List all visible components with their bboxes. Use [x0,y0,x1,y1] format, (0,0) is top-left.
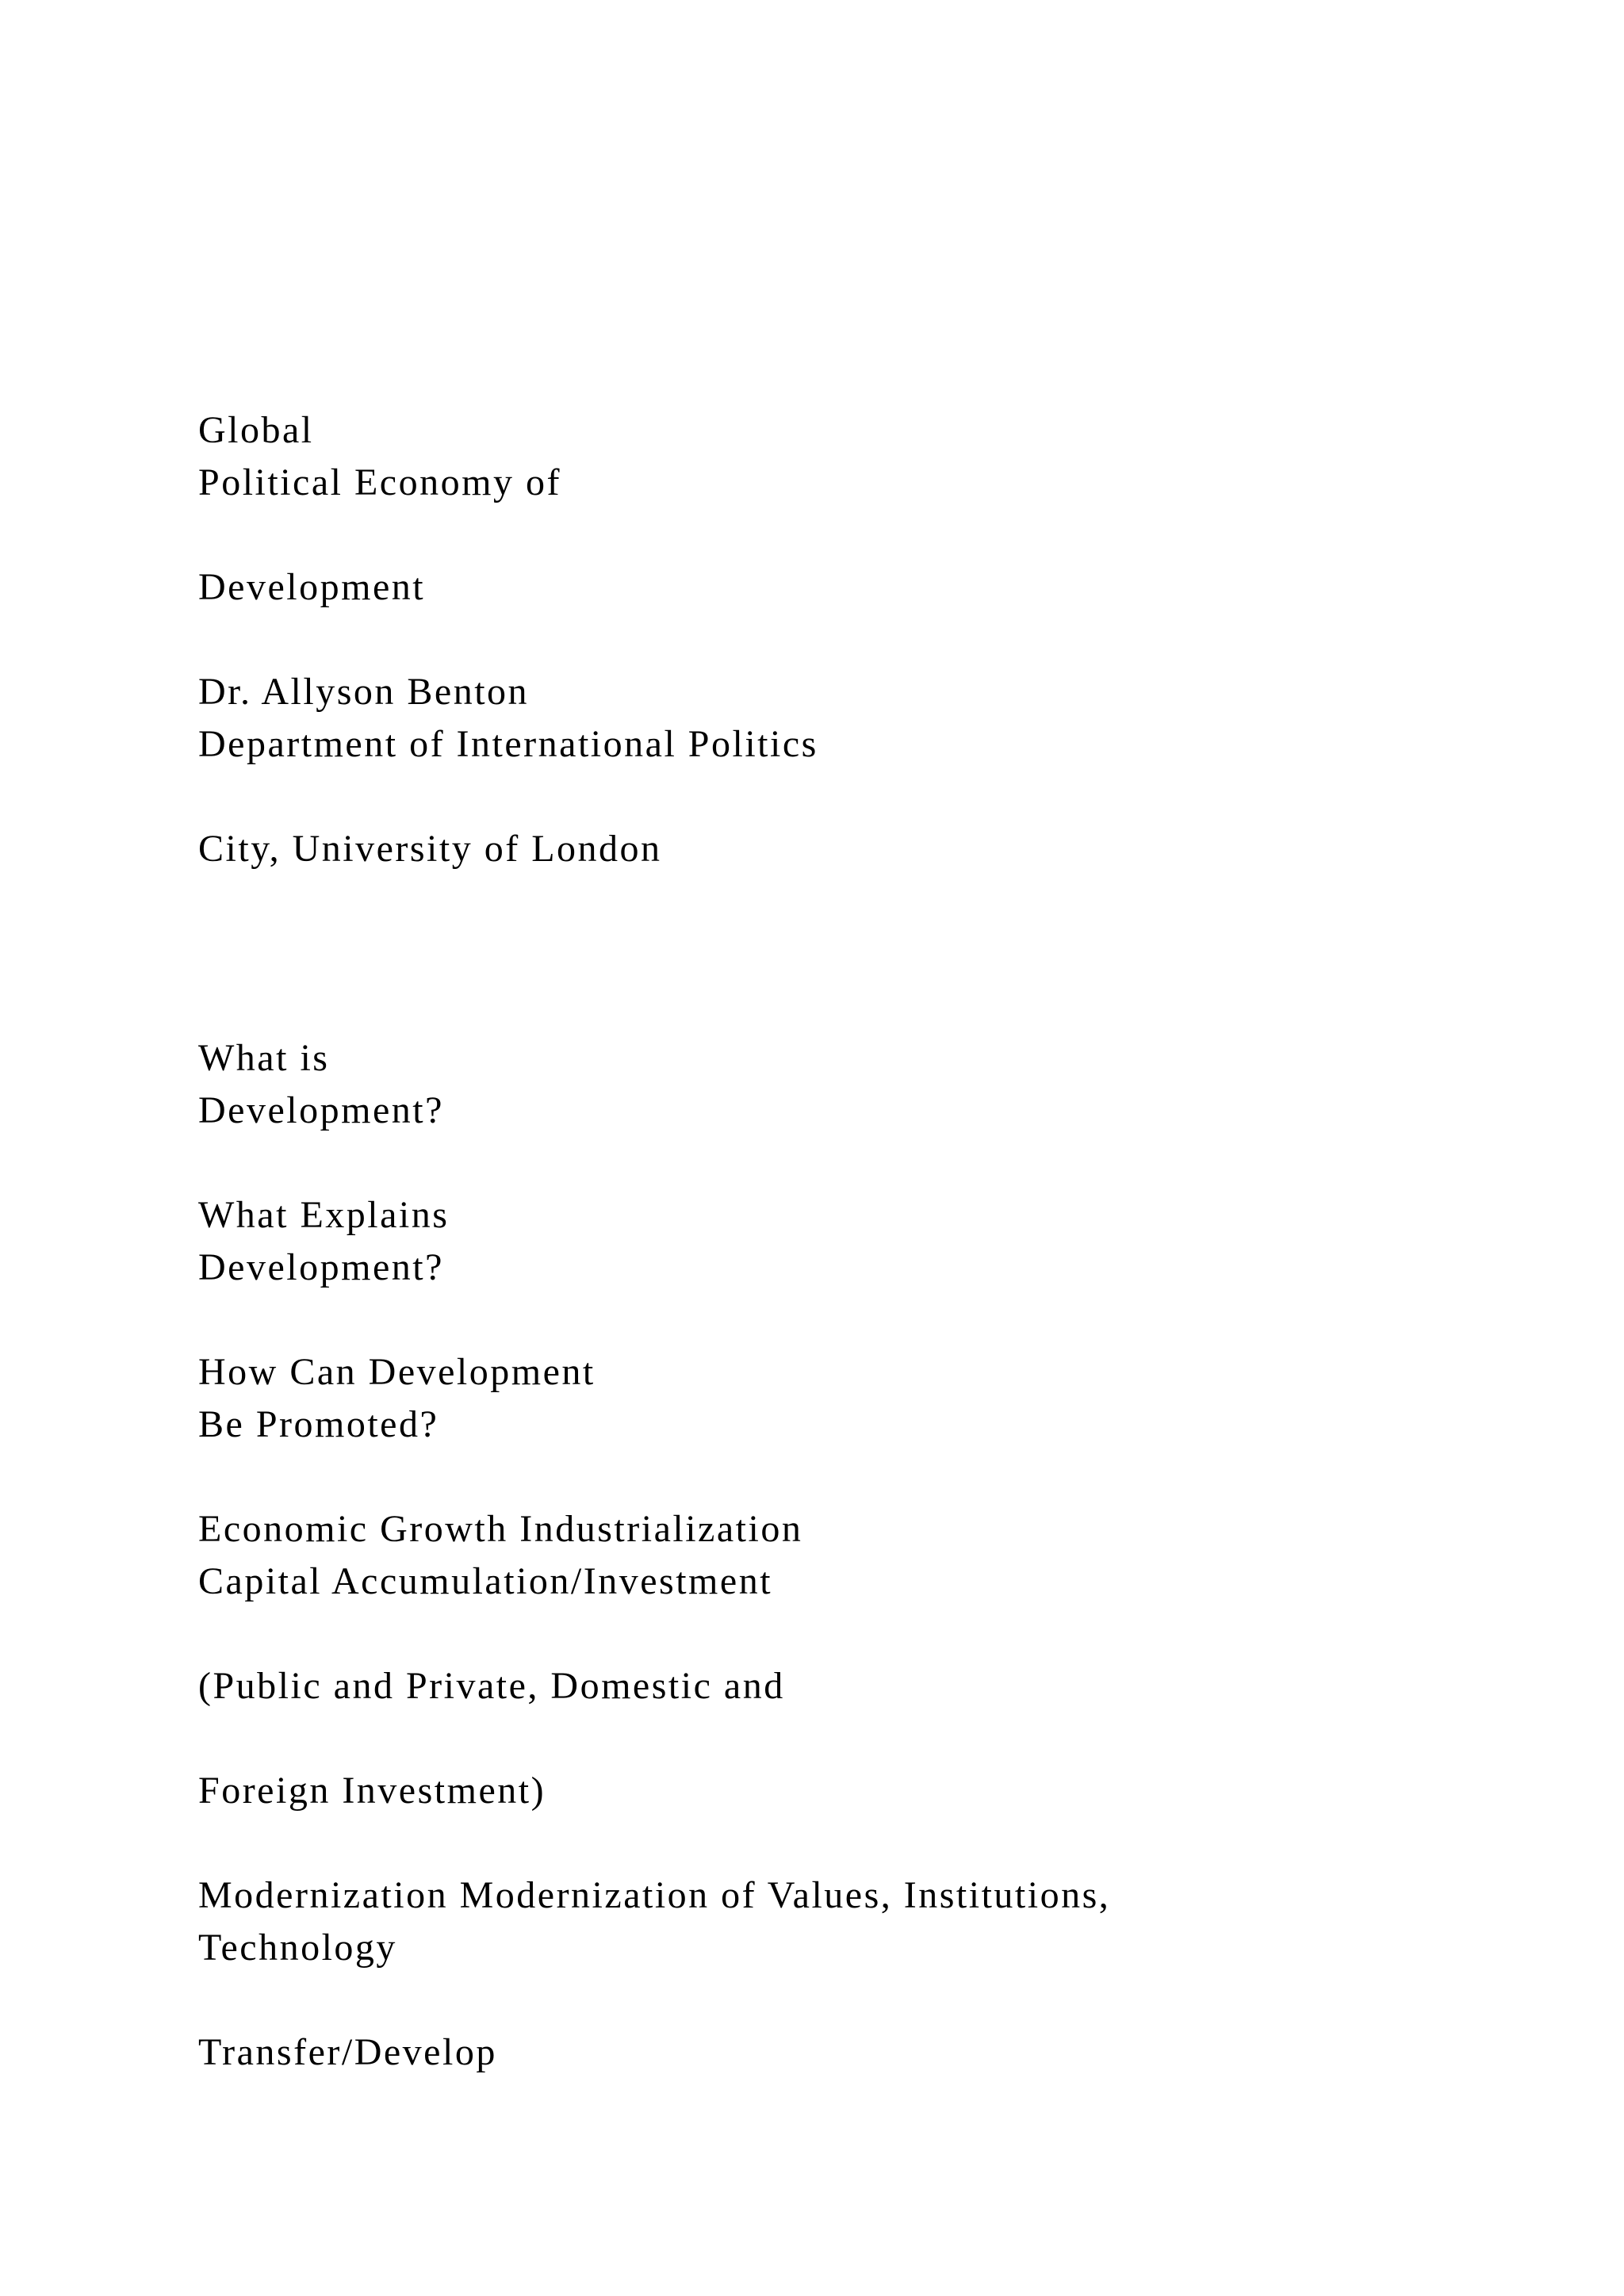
subtitle: Development [198,566,426,608]
question-2-line-1: What Explains [198,1194,450,1236]
question-2-line-2: Development? [198,1246,444,1288]
title-line-1: Global [198,409,314,451]
spacer [198,1294,1546,1346]
title-line-2: Political Economy of [198,461,561,503]
author-name: Dr. Allyson Benton [198,671,530,713]
economic-growth-line-2: Capital Accumulation/Investment [198,1560,773,1602]
spacer [198,614,1546,666]
question-1-line-1: What is [198,1037,330,1079]
spacer [198,1712,1546,1765]
spacer [198,1137,1546,1189]
modernization-line-2: Technology [198,1927,397,1969]
investment-note-line-2: Foreign Investment) [198,1770,546,1812]
spacer [198,1608,1546,1660]
question-3-line-1: How Can Development [198,1351,596,1393]
spacer [198,1817,1546,1869]
economic-growth-line-1: Economic Growth Industrialization [198,1508,803,1550]
transfer-line: Transfer/Develop [198,2031,497,2073]
spacer [198,1451,1546,1503]
spacer [198,1974,1546,2026]
section-spacer [198,875,1546,1032]
question-3-line-2: Be Promoted? [198,1403,439,1445]
department-name: Department of International Politics [198,723,818,765]
investment-note-line-1: (Public and Private, Domestic and [198,1665,785,1707]
modernization-line-1: Modernization Modernization of Values, Institutions, [198,1874,1111,1916]
document-body [198,404,1546,2079]
spacer [198,509,1546,561]
question-1-line-2: Development? [198,1089,444,1131]
institution-name: City, University of London [198,828,662,870]
spacer [198,771,1546,823]
